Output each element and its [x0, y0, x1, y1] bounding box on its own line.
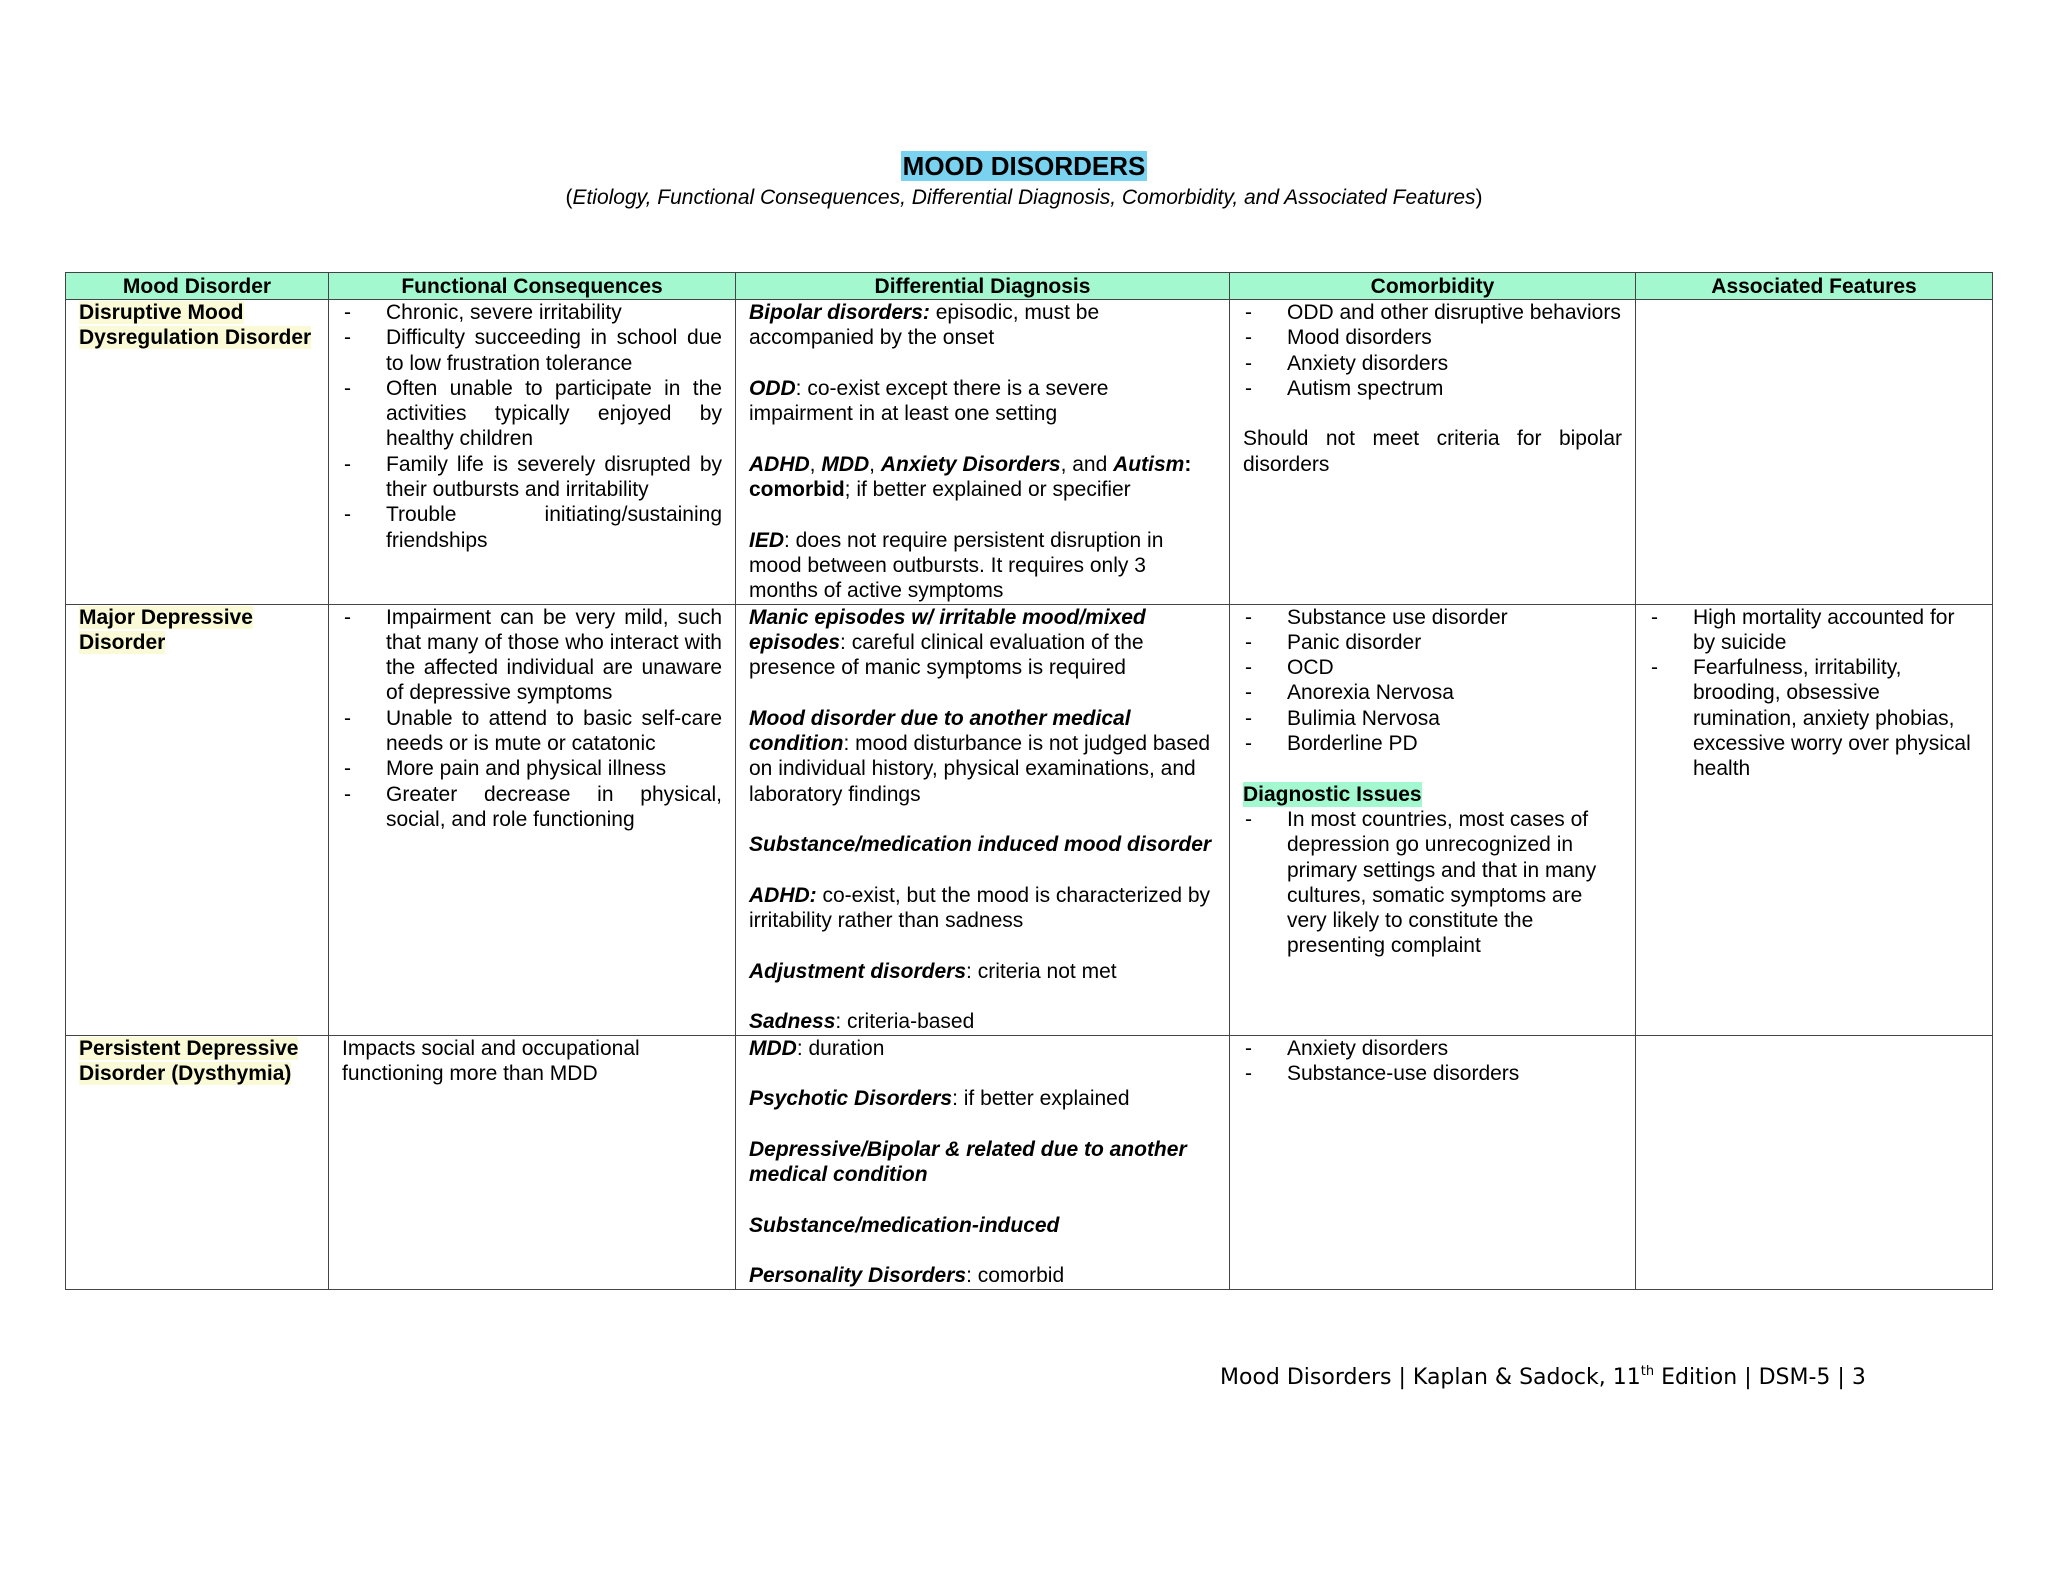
list-item: - Impairment can be very mild, such that many of those who interact with the affected individual are unaware of depressive symptoms [342, 605, 722, 706]
differential-term: Substance/medication-induced [749, 1213, 1060, 1237]
differential-text: : careful clinical evaluation of the presence of manic symptoms is required [749, 630, 1144, 680]
differential-text: episodic, must be accompanied by the onset [749, 301, 1100, 350]
differential-text: co-exist, but the mood is characterized by irritability rather than sadness [749, 883, 1211, 933]
differential-text: : criteria-based [835, 1010, 975, 1034]
disorder-name-cell [66, 300, 329, 605]
functional-consequences-cell [329, 300, 736, 605]
differential-entry [749, 883, 1216, 934]
disorder-name: Disruptive Mood Dysregulation Disorder [79, 301, 312, 350]
differential-term: Mood disorder due to another medical condition [749, 706, 1131, 756]
table-header-row [66, 273, 1993, 300]
differential-entry [749, 452, 1216, 503]
differential-term: Anxiety Disorders [880, 452, 1061, 476]
differential-entry [749, 1036, 1216, 1061]
differential-term: ODD [749, 376, 796, 400]
differential-term: Sadness [749, 1010, 836, 1034]
subtitle-text: Etiology, Functional Consequences, Differential Diagnosis, Comorbidity, and Associated Features [572, 186, 1476, 209]
subtitle-close-paren: ) [1475, 186, 1483, 209]
disorder-name: Major Depressive Disorder [79, 605, 253, 654]
comorbidity-cell [1230, 300, 1636, 605]
differential-entry [749, 1213, 1216, 1238]
table-row [66, 1035, 1993, 1289]
column-header-associated-features: Associated Features [1636, 273, 1993, 300]
table-row [66, 300, 1993, 605]
differential-term: Psychotic Disorders [749, 1087, 953, 1111]
functional-consequences-cell [329, 604, 736, 1035]
list-item: - Often unable to participate in the activities typically enjoyed by healthy children [342, 376, 722, 452]
footer-page-info: Edition | DSM-5 | 3 [1654, 1365, 1866, 1390]
list-item: - Unable to attend to basic self-care needs or is mute or catatonic [342, 706, 722, 757]
table-row [66, 604, 1993, 1035]
differential-entry [749, 605, 1216, 681]
comorbidity-cell [1230, 1035, 1636, 1289]
diagnostic-issues-heading: Diagnostic Issues [1243, 782, 1422, 806]
list-item: - Mood disorders [1243, 325, 1622, 350]
differential-text: : if better explained [952, 1087, 1130, 1111]
page-title: MOOD DISORDERS [902, 151, 1146, 181]
differential-diagnosis-cell [736, 300, 1230, 605]
differential-text: ; if better explained or specifier [844, 478, 1131, 502]
differential-entry [749, 300, 1216, 351]
differential-term: ADHD: [749, 883, 817, 907]
list-item: - ODD and other disruptive behaviors [1243, 300, 1622, 325]
list-item: - Autism spectrum [1243, 376, 1622, 401]
list-item: - Bulimia Nervosa [1243, 706, 1622, 731]
differential-term: IED [749, 528, 785, 552]
comorbidity-list [1243, 300, 1622, 401]
differential-text: : co-exist except there is a severe impairment in at least one setting [749, 376, 1109, 426]
differential-entry [749, 528, 1216, 604]
functional-consequences-cell [329, 1035, 736, 1289]
mood-disorders-table [65, 272, 1993, 1290]
differential-term: Bipolar disorders: [749, 301, 930, 324]
differential-entry [749, 959, 1216, 984]
column-header-functional-consequences: Functional Consequences [329, 273, 736, 300]
list-item: - Anxiety disorders [1243, 351, 1622, 376]
differential-term: Manic episodes w/ irritable mood/mixed episodes [749, 605, 1146, 654]
disorder-name-cell [66, 1035, 329, 1289]
differential-term: MDD [749, 1036, 797, 1060]
list-item: - Trouble initiating/sustaining friendships [342, 502, 722, 553]
differential-text: : comorbid [966, 1264, 1065, 1288]
subtitle-open-paren: ( [565, 186, 573, 209]
differential-term: ADHD [749, 452, 810, 476]
differential-entry [749, 1086, 1216, 1111]
differential-text: , [809, 452, 822, 476]
associated-features-cell [1636, 1035, 1993, 1289]
functional-list [342, 605, 722, 833]
differential-entry [749, 376, 1216, 427]
column-header-differential-diagnosis: Differential Diagnosis [736, 273, 1230, 300]
differential-entry [749, 1009, 1216, 1034]
disorder-name: Persistent Depressive Disorder (Dysthymia) [79, 1036, 299, 1085]
list-item: - High mortality accounted for by suicide [1649, 605, 1979, 656]
list-item: - Fearfulness, irritability, brooding, obsessive rumination, anxiety phobias, excessive worry over physical health [1649, 655, 1979, 781]
differential-term: Personality Disorders [749, 1264, 967, 1288]
comorbidity-cell [1230, 604, 1636, 1035]
differential-text: , and [1060, 452, 1114, 476]
differential-diagnosis-cell [736, 604, 1230, 1035]
differential-term: comorbid [749, 478, 845, 502]
list-item: - OCD [1243, 655, 1622, 680]
differential-term: Autism [1113, 452, 1185, 476]
differential-entry [749, 1263, 1216, 1288]
diagnostic-issues-list [1243, 807, 1622, 959]
list-item: - Family life is severely disrupted by their outbursts and irritability [342, 452, 722, 503]
differential-text: , [869, 452, 881, 476]
associated-features-cell [1636, 604, 1993, 1035]
footer-superscript: th [1640, 1364, 1655, 1379]
associated-features-cell [1636, 300, 1993, 605]
list-item: - In most countries, most cases of depression go unrecognized in primary settings and that in many cultures, somatic symptoms are very likely to constitute the presenting complaint [1243, 807, 1622, 959]
list-item: - Greater decrease in physical, social, and role functioning [342, 782, 722, 833]
differential-term: Substance/medication induced mood disorder [749, 833, 1212, 857]
list-item: - Anorexia Nervosa [1243, 680, 1622, 705]
list-item: - Substance-use disorders [1243, 1061, 1622, 1086]
disorder-name-cell [66, 604, 329, 1035]
footer-text: Mood Disorders | Kaplan & Sadock, 11 [1220, 1365, 1641, 1390]
differential-term: MDD [821, 452, 870, 476]
comorbidity-list [1243, 1036, 1622, 1087]
differential-entry [749, 832, 1216, 857]
list-item: - Substance use disorder [1243, 605, 1622, 630]
list-item: - Panic disorder [1243, 630, 1622, 655]
list-item: - Chronic, severe irritability [342, 300, 722, 325]
associated-features-list [1649, 605, 1979, 782]
differential-entry [749, 706, 1216, 807]
comorbidity-list [1243, 605, 1622, 757]
list-item: - Anxiety disorders [1243, 1036, 1622, 1061]
page-header [0, 151, 2048, 181]
differential-entry [749, 1137, 1216, 1188]
list-item: - Borderline PD [1243, 731, 1622, 756]
differential-text: : criteria not met [966, 959, 1117, 983]
differential-text: : duration [796, 1036, 885, 1060]
differential-term: Adjustment disorders [749, 959, 967, 983]
column-header-comorbidity: Comorbidity [1230, 273, 1636, 300]
page-subtitle [0, 185, 2048, 211]
differential-term: Depressive/Bipolar & related due to another medical condition [749, 1137, 1187, 1187]
differential-diagnosis-cell [736, 1035, 1230, 1289]
functional-text: Impacts social and occupational functioning more than MDD [342, 1036, 640, 1085]
functional-list [342, 300, 722, 553]
differential-text: : [1184, 452, 1192, 476]
page-footer [1220, 1364, 1866, 1392]
comorbidity-note: Should not meet criteria for bipolar disorders [1243, 427, 1622, 476]
list-item: - Difficulty succeeding in school due to low frustration tolerance [342, 325, 722, 376]
differential-text: : does not require persistent disruption in mood between outbursts. It requires only 3 months of active symptoms [749, 528, 1164, 603]
list-item: - More pain and physical illness [342, 756, 722, 781]
column-header-mood-disorder: Mood Disorder [66, 273, 329, 300]
differential-text: : mood disturbance is not judged based on individual history, physical examinations, and laboratory findings [749, 732, 1211, 806]
